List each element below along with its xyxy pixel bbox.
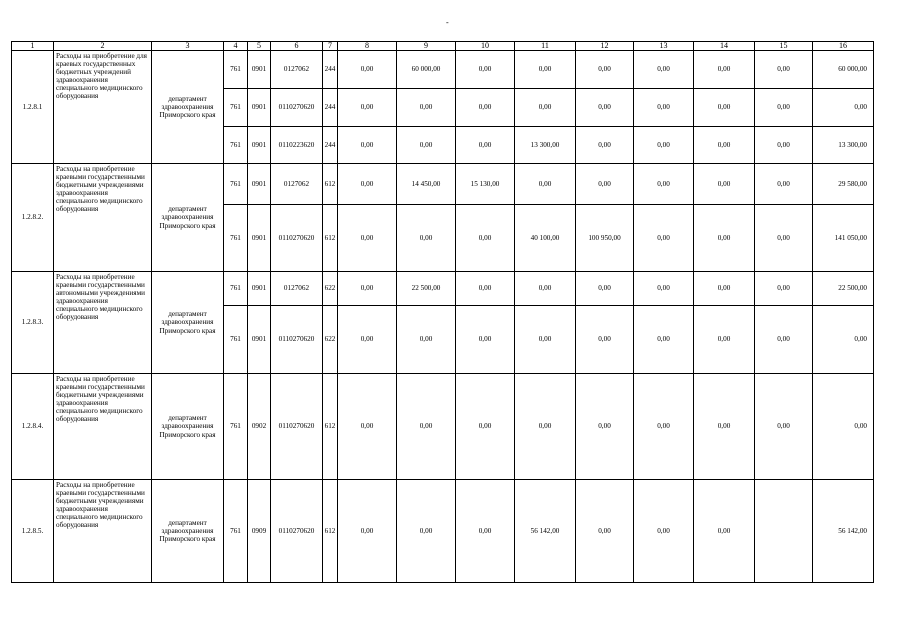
gr-code: 761 bbox=[224, 480, 248, 583]
amount-cell: 0,00 bbox=[397, 480, 456, 583]
amount-cell: 0,00 bbox=[634, 306, 694, 374]
target-code: 0110270620 bbox=[271, 89, 323, 127]
section-code: 0901 bbox=[248, 306, 271, 374]
amount-cell: 0,00 bbox=[338, 205, 397, 272]
section-code: 0902 bbox=[248, 374, 271, 480]
page-mark: - bbox=[446, 18, 449, 27]
section-code: 0901 bbox=[248, 127, 271, 164]
header-cell: 14 bbox=[694, 42, 755, 51]
amount-cell: 0,00 bbox=[338, 51, 397, 89]
amount-cell: 0,00 bbox=[515, 51, 576, 89]
table-row bbox=[12, 374, 874, 480]
header-cell: 13 bbox=[634, 42, 694, 51]
amount-cell: 0,00 bbox=[755, 51, 813, 89]
amount-cell: 13 300,00 bbox=[813, 127, 874, 164]
header-cell: 6 bbox=[271, 42, 323, 51]
amount-cell: 56 142,00 bbox=[813, 480, 874, 583]
amount-cell: 0,00 bbox=[456, 374, 515, 480]
amount-cell: 60 000,00 bbox=[813, 51, 874, 89]
amount-cell: 0,00 bbox=[634, 480, 694, 583]
amount-cell: 0,00 bbox=[694, 374, 755, 480]
amount-cell: 0,00 bbox=[755, 205, 813, 272]
header-cell: 12 bbox=[576, 42, 634, 51]
section-code: 0901 bbox=[248, 51, 271, 89]
amount-cell: 56 142,00 bbox=[515, 480, 576, 583]
header-cell: 3 bbox=[152, 42, 224, 51]
amount-cell: 0,00 bbox=[515, 374, 576, 480]
amount-cell: 0,00 bbox=[755, 374, 813, 480]
expense-type: 612 bbox=[323, 480, 338, 583]
budget-table bbox=[11, 41, 874, 583]
amount-cell: 141 050,00 bbox=[813, 205, 874, 272]
item-name: Расходы на приобретение краевыми государственными бюджетными учреждениями здравоохранения специального медицинского оборудования bbox=[54, 164, 152, 272]
table-row bbox=[12, 51, 874, 89]
amount-cell: 0,00 bbox=[755, 89, 813, 127]
item-code: 1.2.8.1 bbox=[12, 51, 54, 164]
target-code: 0110270620 bbox=[271, 306, 323, 374]
amount-cell: 0,00 bbox=[694, 164, 755, 205]
amount-cell: 0,00 bbox=[755, 127, 813, 164]
amount-cell: 0,00 bbox=[576, 272, 634, 306]
amount-cell: 40 100,00 bbox=[515, 205, 576, 272]
expense-type: 244 bbox=[323, 127, 338, 164]
amount-cell: 0,00 bbox=[813, 306, 874, 374]
amount-cell: 0,00 bbox=[694, 306, 755, 374]
amount-cell: 0,00 bbox=[634, 127, 694, 164]
item-name: Расходы на приобретение краевыми государственными бюджетными учреждениями здравоохранения специального медицинского оборудования bbox=[54, 374, 152, 480]
amount-cell: 0,00 bbox=[634, 89, 694, 127]
amount-cell: 0,00 bbox=[694, 205, 755, 272]
amount-cell: 0,00 bbox=[397, 306, 456, 374]
header-cell: 15 bbox=[755, 42, 813, 51]
amount-cell bbox=[755, 480, 813, 583]
department: департамент здравоохранения Приморского края bbox=[152, 51, 224, 164]
target-code: 0110270620 bbox=[271, 480, 323, 583]
header-cell: 16 bbox=[813, 42, 874, 51]
expense-type: 244 bbox=[323, 89, 338, 127]
amount-cell: 0,00 bbox=[694, 272, 755, 306]
amount-cell: 0,00 bbox=[456, 127, 515, 164]
table-row bbox=[12, 272, 874, 306]
expense-type: 622 bbox=[323, 272, 338, 306]
expense-type: 244 bbox=[323, 51, 338, 89]
amount-cell: 0,00 bbox=[338, 306, 397, 374]
amount-cell: 0,00 bbox=[634, 51, 694, 89]
amount-cell: 0,00 bbox=[694, 89, 755, 127]
amount-cell: 0,00 bbox=[755, 272, 813, 306]
department: департамент здравоохранения Приморского края bbox=[152, 272, 224, 374]
amount-cell: 0,00 bbox=[456, 51, 515, 89]
gr-code: 761 bbox=[224, 164, 248, 205]
section-code: 0901 bbox=[248, 89, 271, 127]
item-name: Расходы на приобретение для краевых государственных бюджетных учреждений здравоохранения специального медицинского оборудования bbox=[54, 51, 152, 164]
amount-cell: 0,00 bbox=[397, 127, 456, 164]
amount-cell: 29 580,00 bbox=[813, 164, 874, 205]
amount-cell: 0,00 bbox=[338, 164, 397, 205]
amount-cell: 0,00 bbox=[634, 205, 694, 272]
target-code: 0110270620 bbox=[271, 374, 323, 480]
gr-code: 761 bbox=[224, 306, 248, 374]
amount-cell: 60 000,00 bbox=[397, 51, 456, 89]
amount-cell: 0,00 bbox=[397, 205, 456, 272]
gr-code: 761 bbox=[224, 127, 248, 164]
amount-cell: 0,00 bbox=[515, 89, 576, 127]
amount-cell: 0,00 bbox=[338, 89, 397, 127]
header-cell: 2 bbox=[54, 42, 152, 51]
item-name: Расходы на приобретение краевыми государственными автономными учреждениями здравоохранения специального медицинского оборудования bbox=[54, 272, 152, 374]
amount-cell: 0,00 bbox=[456, 272, 515, 306]
header-cell: 9 bbox=[397, 42, 456, 51]
item-code: 1.2.8.4. bbox=[12, 374, 54, 480]
amount-cell: 0,00 bbox=[456, 306, 515, 374]
amount-cell: 0,00 bbox=[576, 51, 634, 89]
gr-code: 761 bbox=[224, 89, 248, 127]
amount-cell: 0,00 bbox=[397, 89, 456, 127]
expense-type: 622 bbox=[323, 306, 338, 374]
amount-cell: 0,00 bbox=[694, 51, 755, 89]
table-row bbox=[12, 164, 874, 205]
section-code: 0901 bbox=[248, 272, 271, 306]
department: департамент здравоохранения Приморского края bbox=[152, 480, 224, 583]
amount-cell: 0,00 bbox=[634, 164, 694, 205]
amount-cell: 0,00 bbox=[694, 127, 755, 164]
gr-code: 761 bbox=[224, 51, 248, 89]
amount-cell: 0,00 bbox=[456, 480, 515, 583]
amount-cell: 0,00 bbox=[576, 89, 634, 127]
section-code: 0909 bbox=[248, 480, 271, 583]
amount-cell: 0,00 bbox=[515, 306, 576, 374]
target-code: 0127062 bbox=[271, 164, 323, 205]
section-code: 0901 bbox=[248, 164, 271, 205]
amount-cell: 0,00 bbox=[338, 374, 397, 480]
table-row bbox=[12, 480, 874, 583]
amount-cell: 0,00 bbox=[397, 374, 456, 480]
amount-cell: 0,00 bbox=[813, 374, 874, 480]
amount-cell: 22 500,00 bbox=[397, 272, 456, 306]
expense-type: 612 bbox=[323, 205, 338, 272]
amount-cell: 0,00 bbox=[576, 127, 634, 164]
item-name: Расходы на приобретение краевыми государственными бюджетными учреждениями здравоохранения специального медицинского оборудования bbox=[54, 480, 152, 583]
gr-code: 761 bbox=[224, 272, 248, 306]
target-code: 0127062 bbox=[271, 51, 323, 89]
amount-cell: 0,00 bbox=[576, 374, 634, 480]
header-row bbox=[12, 42, 874, 51]
amount-cell: 0,00 bbox=[515, 272, 576, 306]
header-cell: 7 bbox=[323, 42, 338, 51]
amount-cell: 0,00 bbox=[576, 306, 634, 374]
header-cell: 4 bbox=[224, 42, 248, 51]
section-code: 0901 bbox=[248, 205, 271, 272]
amount-cell: 0,00 bbox=[634, 374, 694, 480]
header-cell: 1 bbox=[12, 42, 54, 51]
department: департамент здравоохранения Приморского края bbox=[152, 164, 224, 272]
amount-cell: 0,00 bbox=[634, 272, 694, 306]
gr-code: 761 bbox=[224, 374, 248, 480]
amount-cell: 0,00 bbox=[576, 480, 634, 583]
gr-code: 761 bbox=[224, 205, 248, 272]
amount-cell: 0,00 bbox=[755, 306, 813, 374]
amount-cell: 0,00 bbox=[755, 164, 813, 205]
header-cell: 5 bbox=[248, 42, 271, 51]
amount-cell: 0,00 bbox=[338, 127, 397, 164]
amount-cell: 0,00 bbox=[338, 480, 397, 583]
item-code: 1.2.8.3. bbox=[12, 272, 54, 374]
amount-cell: 0,00 bbox=[576, 164, 634, 205]
item-code: 1.2.8.2. bbox=[12, 164, 54, 272]
target-code: 0110270620 bbox=[271, 205, 323, 272]
expense-type: 612 bbox=[323, 374, 338, 480]
item-code: 1.2.8.5. bbox=[12, 480, 54, 583]
amount-cell: 22 500,00 bbox=[813, 272, 874, 306]
expense-type: 612 bbox=[323, 164, 338, 205]
amount-cell: 0,00 bbox=[813, 89, 874, 127]
header-cell: 11 bbox=[515, 42, 576, 51]
amount-cell: 0,00 bbox=[338, 272, 397, 306]
amount-cell: 0,00 bbox=[694, 480, 755, 583]
target-code: 0110223620 bbox=[271, 127, 323, 164]
amount-cell: 13 300,00 bbox=[515, 127, 576, 164]
amount-cell: 0,00 bbox=[456, 205, 515, 272]
header-cell: 8 bbox=[338, 42, 397, 51]
target-code: 0127062 bbox=[271, 272, 323, 306]
amount-cell: 14 450,00 bbox=[397, 164, 456, 205]
amount-cell: 0,00 bbox=[515, 164, 576, 205]
amount-cell: 100 950,00 bbox=[576, 205, 634, 272]
amount-cell: 15 130,00 bbox=[456, 164, 515, 205]
department: департамент здравоохранения Приморского края bbox=[152, 374, 224, 480]
header-cell: 10 bbox=[456, 42, 515, 51]
amount-cell: 0,00 bbox=[456, 89, 515, 127]
